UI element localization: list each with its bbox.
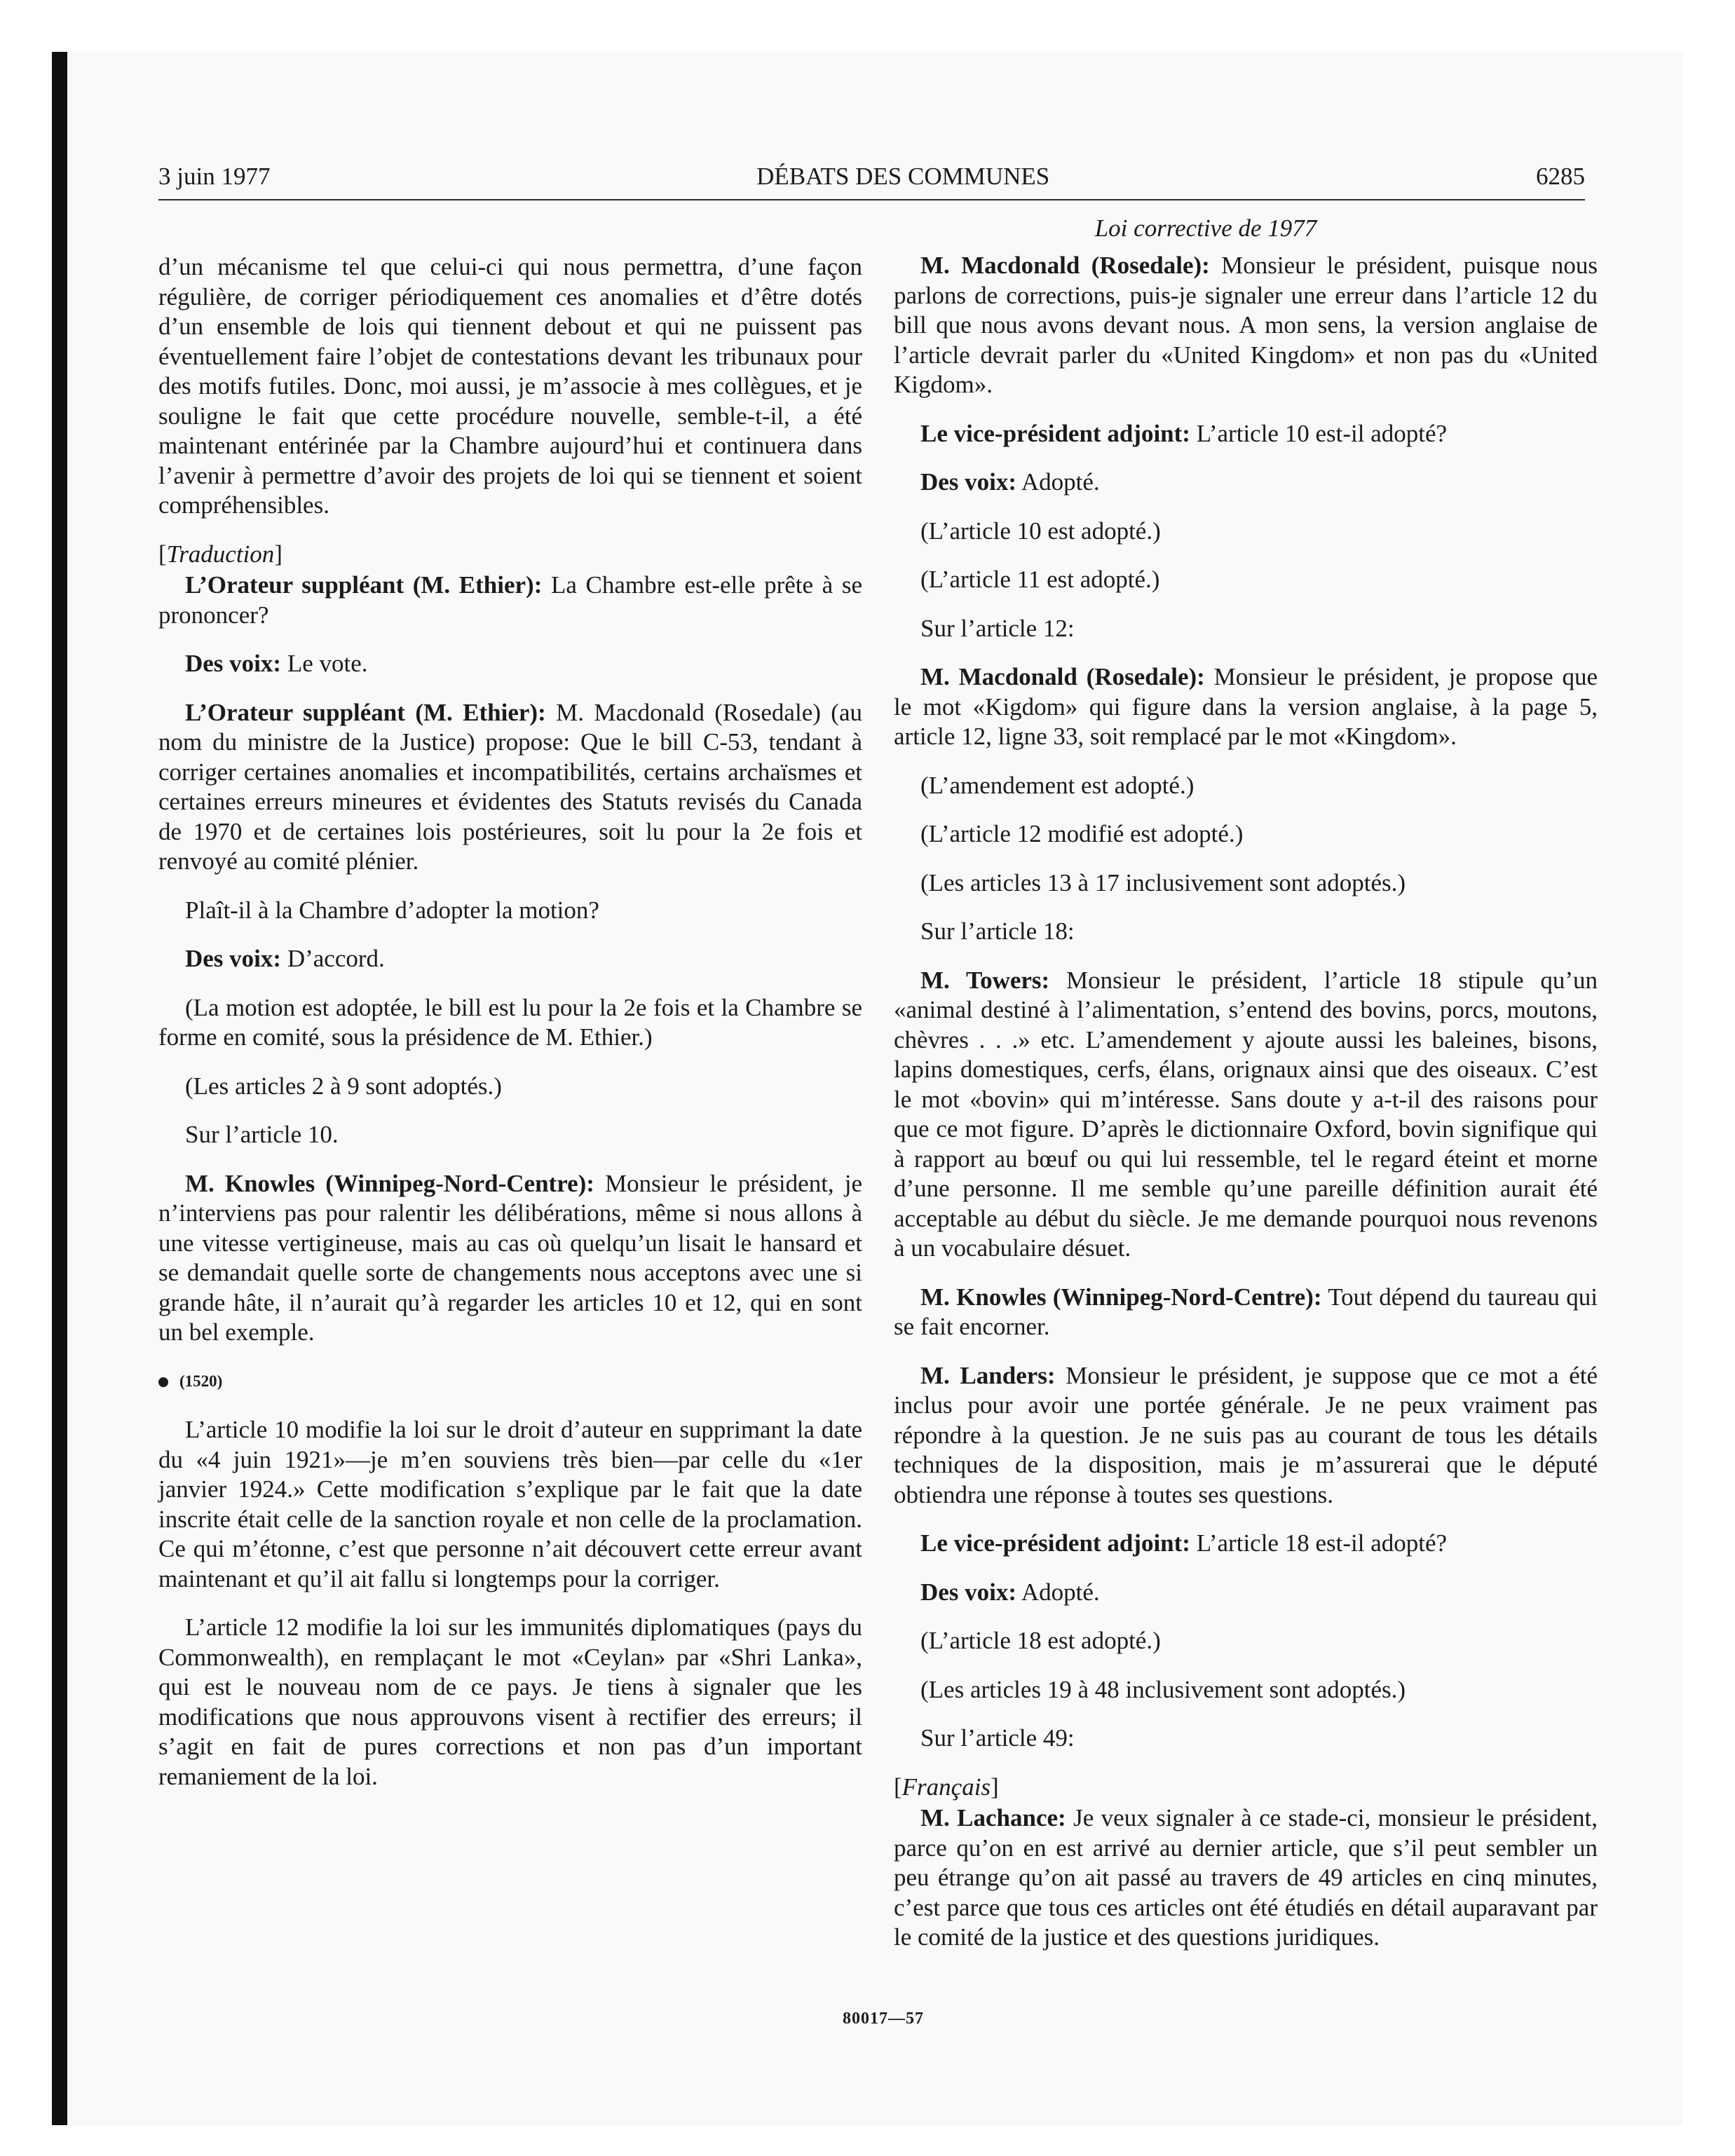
speech-text: D’accord.: [281, 945, 385, 972]
procedural-note: (Les articles 2 à 9 sont adoptés.): [185, 1072, 502, 1100]
procedural-note: (L’amendement est adopté.): [920, 771, 1195, 799]
speaker-name: M. Macdonald (Rosedale):: [920, 252, 1210, 279]
speaker-name: Le vice-président adjoint:: [920, 419, 1190, 447]
procedural-note: (L’article 11 est adopté.): [920, 566, 1160, 593]
procedural-note: (Les articles 19 à 48 inclusivement sont adoptés.): [920, 1675, 1406, 1703]
speaker-name: Des voix:: [185, 650, 282, 677]
header-rule: [158, 199, 1585, 200]
speech-text: Monsieur le président, je n’interviens pas pour ralentir les délibérations, même si nous allons à une vitesse vertigineuse, mais au cas où quelqu’un lisait le hansard et se demandait quelle sorte de changements nous acceptons avec une si grande hâte, il n’aurait qu’à regarder les articles 10 et 12, qui en sont un bel exemple.: [158, 1169, 863, 1346]
speech-text: Adopté.: [1016, 468, 1100, 496]
speaker-name: Le vice-président adjoint:: [920, 1529, 1190, 1557]
paragraph: L’article 10 modifie la loi sur le droit d’auteur en supprimant la date du «4 juin 1921»—je m’en souviens très bien—par celle du «1er janvier 1924.» Cette modification s’explique par le fait que la date inscrite était celle de la sanction royale et non celle de la proclamation. Ce qui m’étonne, c’est que personne n’ait découvert cette erreur avant maintenant et qu’il ait fallu si longtemps pour la corriger.: [158, 1416, 862, 1592]
speech-paragraph: [894, 1283, 1598, 1342]
speech-text: Monsieur le président, je propose que le mot «Kigdom» qui figure dans la version anglaise, à la page 5, article 12, ligne 33, soit remplacé par le mot «Kingdom».: [894, 663, 1598, 750]
speech-paragraph: [894, 1578, 1598, 1608]
right-column: [894, 251, 1598, 1972]
speaker-name: Des voix:: [185, 945, 282, 972]
speech-text: L’article 10 est-il adopté?: [1190, 419, 1448, 447]
speech-paragraph: [894, 966, 1598, 1264]
speaker-name: Des voix:: [920, 1578, 1017, 1606]
speaker-name: L’Orateur suppléant (M. Ethier):: [185, 571, 543, 599]
speech-text: Monsieur le président, je suppose que ce mot a été inclus pour avoir une portée générale. Je ne peux vraiment pas répondre à la question. Je ne suis pas au courant de tous les détails techniques de la disposition, mais je m’assurerai que le député obtiendra une réponse à toutes ses questions.: [894, 1361, 1598, 1508]
speech-text: Monsieur le président, l’article 18 stipule qu’un «animal destiné à l’alimentation, s’entend des bovins, porcs, moutons, chèvres . . .» etc. L’amendement y ajoute aussi les baleines, bisons, lapins domestiques, cerfs, élans, orignaux ainsi que des oiseaux. C’est le mot «bovin» qui m’intéresse. Sans doute y a-t-il des raisons pour que ce mot figure. D’après le dictionnaire Oxford, bovin signifique qui à rapport au bœuf ou qui lui ressemble, tel le regard éteint et morne d’une personne. Il me semble qu’une pareille définition aurait été acceptable au début du siècle. Je me demande pourquoi nous revenons à un vocabulaire désuet.: [894, 966, 1598, 1262]
bullet-icon: [158, 1377, 168, 1387]
time-marker: [158, 1367, 862, 1397]
paragraph: Sur l’article 10.: [185, 1121, 339, 1148]
speaker-name: Des voix:: [920, 468, 1017, 496]
time-marker-text: (1520): [179, 1372, 223, 1390]
speech-text: L’article 18 est-il adopté?: [1190, 1529, 1448, 1557]
paragraph: Sur l’article 12:: [920, 614, 1075, 642]
page-header: [158, 163, 1585, 198]
speech-paragraph: [894, 419, 1598, 449]
speech-text: Adopté.: [1016, 1578, 1100, 1606]
procedural-note: (La motion est adoptée, le bill est lu pour la 2e fois et la Chambre se forme en comité, sous la présidence de M. Ethier.): [158, 993, 862, 1051]
speech-text: Monsieur le président, puisque nous parlons de corrections, puis-je signaler une erreur dans l’article 12 du bill que nous avons devant nous. A mon sens, la version anglaise de l’article devrait parler du «United Kingdom» et non pas du «United Kigdom».: [894, 252, 1598, 398]
paragraph: L’article 12 modifie la loi sur les immunités diplomatiques (pays du Commonwealth), en remplaçant le mot «Ceylan» par «Shri Lanka», qui est le nouveau nom de ce pays. Je tiens à signaler que les modifications que nous approuvons visent à rectifier des erreurs; il s’agit en fait de pures corrections et non pas d’un important remaniement de la loi.: [158, 1613, 862, 1790]
speaker-name: M. Knowles (Winnipeg-Nord-Centre):: [920, 1283, 1322, 1311]
speech-paragraph: [158, 649, 862, 679]
paragraph: Sur l’article 18:: [920, 917, 1075, 945]
page-number: 6285: [1535, 163, 1585, 190]
speaker-name: M. Macdonald (Rosedale):: [920, 663, 1205, 690]
section-title: Loi corrective de 1977: [1094, 214, 1317, 242]
header-date: 3 juin 1977: [158, 163, 271, 190]
procedural-note: (Les articles 13 à 17 inclusivement sont adoptés.): [920, 868, 1406, 896]
speech-paragraph: [158, 1169, 862, 1348]
french-label: [ Français ]: [894, 1773, 1598, 1803]
speech-text: Le vote.: [281, 650, 368, 677]
speech-paragraph: [894, 251, 1598, 400]
procedural-note: (L’article 12 modifié est adopté.): [920, 820, 1244, 847]
speaker-name: M. Towers:: [920, 966, 1050, 994]
procedural-note: (L’article 18 est adopté.): [920, 1627, 1161, 1654]
speech-paragraph: [894, 1361, 1598, 1510]
speaker-name: M. Knowles (Winnipeg-Nord-Centre):: [185, 1169, 594, 1197]
speech-paragraph: [158, 698, 862, 877]
header-title: DÉBATS DES COMMUNES: [756, 163, 1050, 190]
translation-label: [ Traduction ]: [158, 540, 862, 570]
speech-text: M. Macdonald (Rosedale) (au nom du ministre de la Justice) propose: Que le bill C-53, tendant à corriger certaines anomalies et incompatibilités, certains archaïsmes et certaines erreurs mineures et évidentes des Statuts revisés du Canada de 1970 et de certaines lois postérieures, soit lu pour la 2e fois et renvoyé au comité plénier.: [158, 698, 862, 875]
speech-text: La Chambre est-elle prête à se prononcer?: [158, 571, 862, 629]
speaker-name: M. Lachance:: [920, 1804, 1066, 1831]
paragraph: Sur l’article 49:: [920, 1724, 1075, 1752]
speaker-name: L’Orateur suppléant (M. Ethier):: [185, 698, 546, 726]
left-column: [158, 252, 862, 1810]
speech-paragraph: [894, 1803, 1598, 1953]
procedural-note: (L’article 10 est adopté.): [920, 517, 1161, 545]
speech-paragraph: [894, 468, 1598, 498]
speech-text: Je veux signaler à ce stade-ci, monsieur le président, parce qu’on en est arrivé au dernier article, que s’il peut sembler un peu étrange qu’on ait passé au travers de 49 articles en cinq minutes, c’est parce que tous ces articles ont été étudiés en détail auparavant par le comité de la justice et des questions juridiques.: [894, 1804, 1598, 1951]
speech-paragraph: [894, 662, 1598, 752]
speech-text: Tout dépend du taureau qui se fait encorner.: [894, 1283, 1598, 1340]
speaker-name: M. Landers:: [920, 1361, 1056, 1389]
speech-paragraph: [158, 571, 862, 630]
speech-paragraph: [158, 944, 862, 974]
footer-code: 80017—57: [843, 2010, 924, 2028]
paragraph: d’un mécanisme tel que celui-ci qui nous permettra, d’une façon régulière, de corriger périodiquement ces anomalies et d’être dotés d’un ensemble de lois qui tiennent debout et qui ne puissent pas éventuellement faire l’objet de contestations devant les tribunaux pour des motifs futiles. Donc, moi aussi, je m’associe à mes collègues, et je souligne le fait que cette procédure nouvelle, semble-t-il, a été maintenant entérinée par la Chambre aujourd’hui et continuera dans l’avenir à permettre d’avoir des projets de loi qui se tiennent et soient compréhensibles.: [158, 253, 862, 519]
binding-edge: [52, 52, 67, 2125]
speech-paragraph: [894, 1529, 1598, 1559]
paragraph: Plaît-il à la Chambre d’adopter la motion?: [185, 896, 599, 924]
